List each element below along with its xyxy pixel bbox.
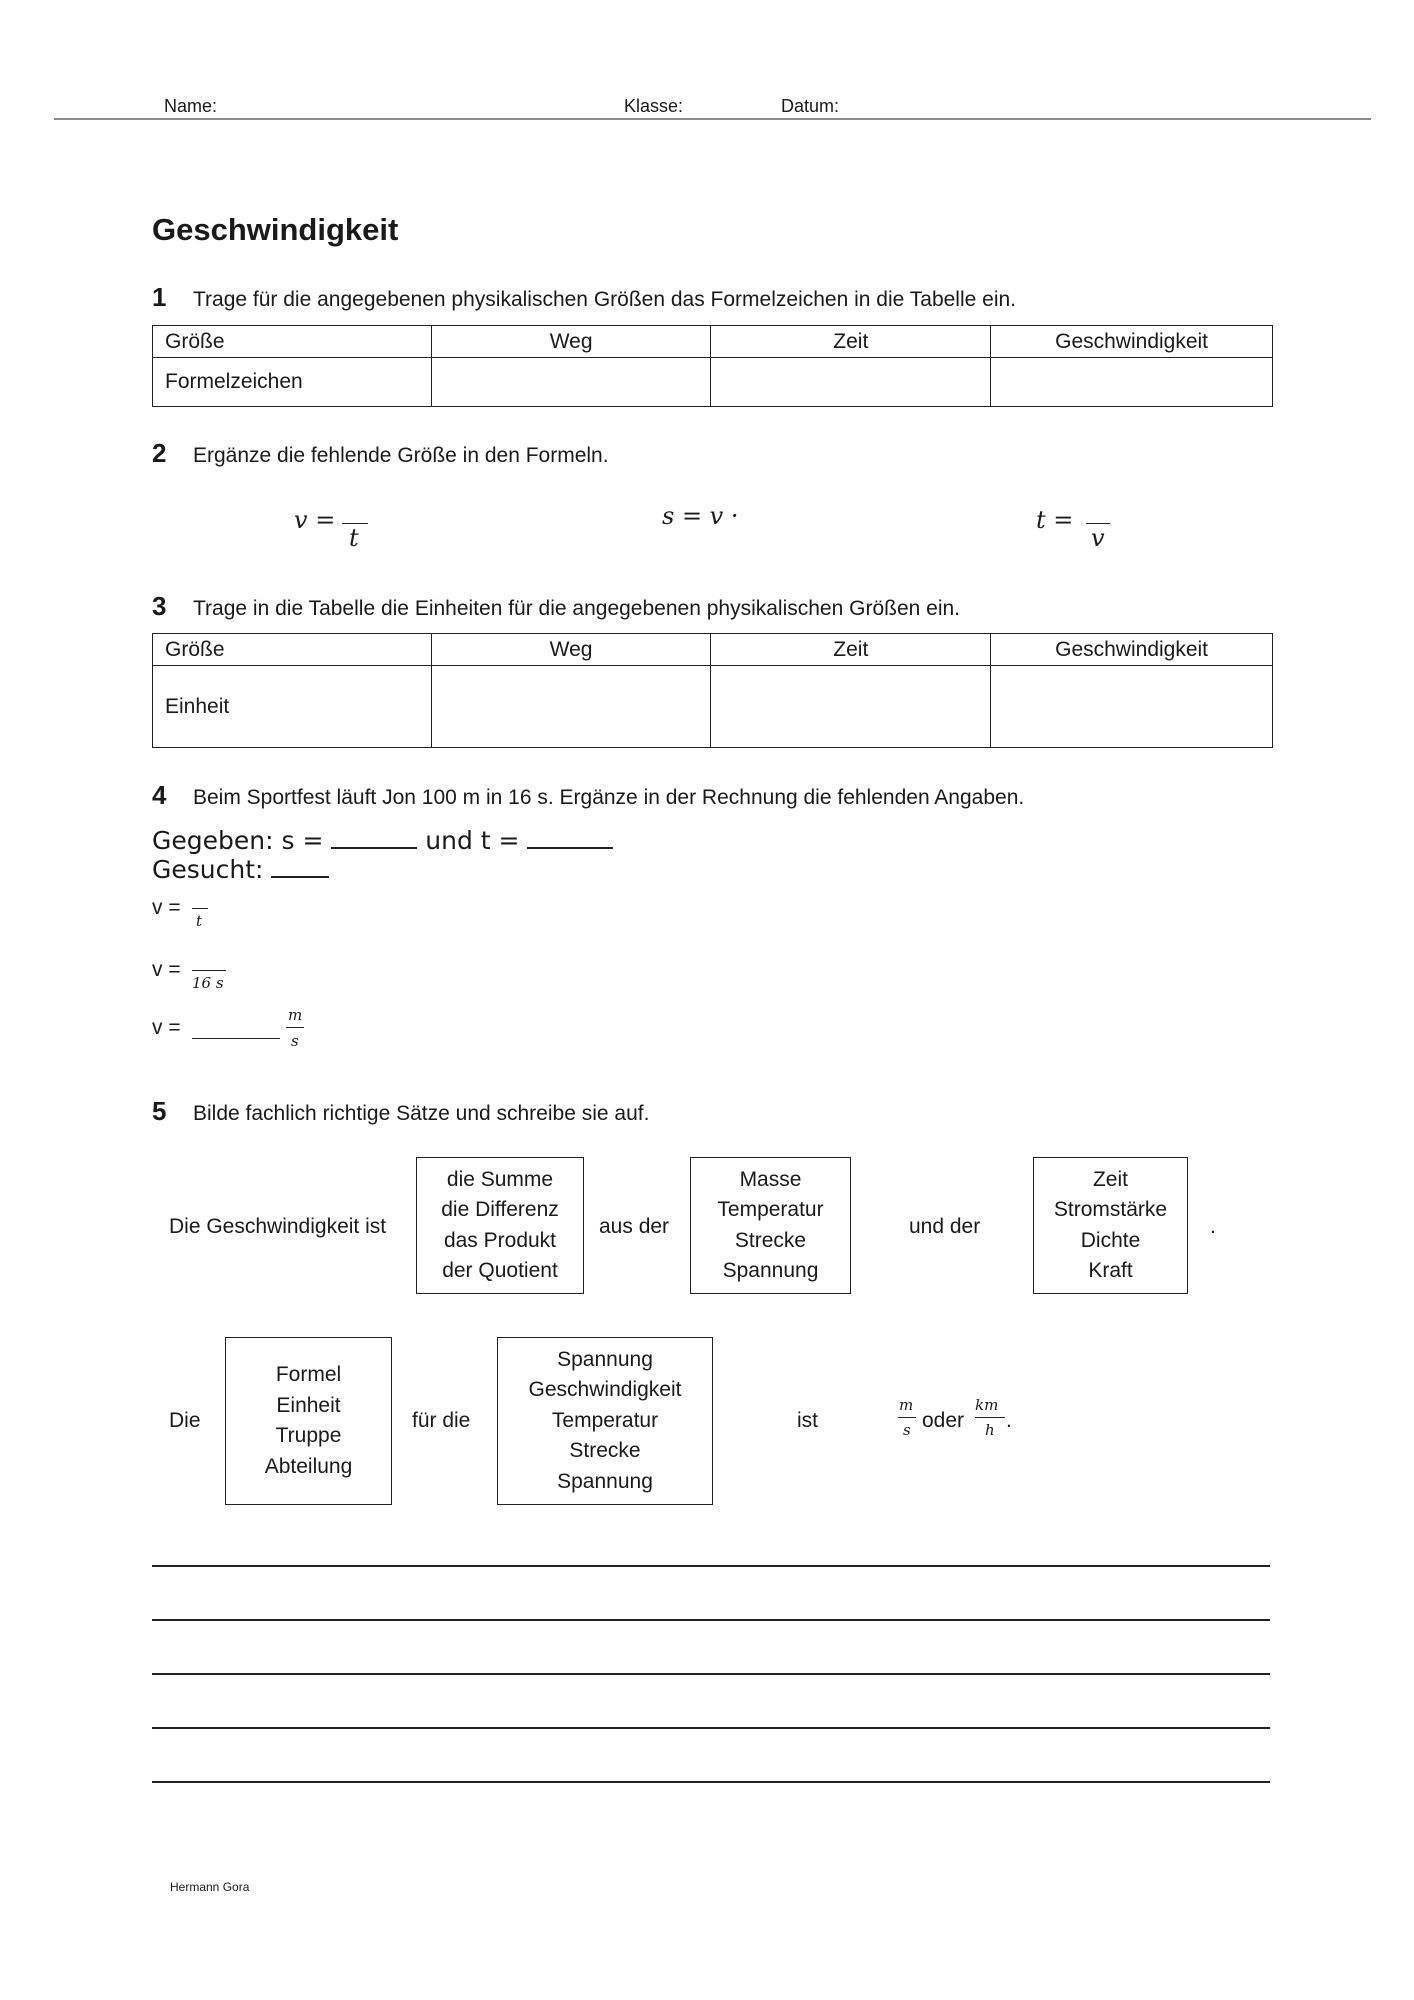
task-5-text: Bilde fachlich richtige Sätze und schreibe sie auf.	[193, 1102, 650, 1125]
task-1-number: 1	[152, 282, 167, 312]
task-2-instruction	[152, 438, 609, 469]
date-label: Datum:	[781, 96, 840, 116]
class-label: Klasse:	[624, 96, 684, 116]
sentence-2-connector-2: ist	[797, 1409, 818, 1432]
table-header-cell: Weg	[431, 634, 711, 666]
calc-line-3-unit-numerator: m	[288, 1006, 303, 1024]
sentence-1-end: .	[1210, 1215, 1216, 1238]
choice-option[interactable]: Temperatur	[551, 1408, 659, 1432]
choice-option[interactable]: Temperatur	[717, 1198, 824, 1221]
choice-option[interactable]: Einheit	[276, 1393, 341, 1417]
writing-line[interactable]	[152, 1673, 1270, 1675]
task-2-number: 2	[152, 438, 167, 468]
calc-line-3-unit-denominator: s	[291, 1032, 299, 1050]
answer-cell-zeit[interactable]	[711, 358, 991, 407]
choice-box-quantity[interactable]	[497, 1337, 713, 1505]
table-row-label: Einheit	[153, 666, 432, 748]
choice-option[interactable]: Strecke	[569, 1439, 641, 1463]
choice-option[interactable]: Zeit	[1092, 1167, 1128, 1191]
author-footer: Hermann Gora	[170, 1880, 250, 1894]
task-2-text: Ergänze die fehlende Größe in den Formeln.	[193, 444, 609, 467]
choice-option[interactable]: die Differenz	[441, 1198, 559, 1221]
answer-cell-geschwindigkeit[interactable]	[991, 666, 1273, 748]
table-header-cell: Zeit	[711, 326, 991, 358]
sentence-1-start: Die Geschwindigkeit ist	[169, 1215, 387, 1238]
choice-option[interactable]: Dichte	[1080, 1228, 1141, 1252]
sought-blank[interactable]	[271, 854, 329, 878]
calc-line-3-fraction-line	[286, 1027, 304, 1028]
task-4-instruction	[152, 780, 1024, 811]
task-1-text: Trage für die angegebenen physikalischen Größen das Formelzeichen in die Tabelle ein.	[193, 288, 1016, 311]
header-divider	[54, 118, 1371, 120]
choice-option[interactable]: Strecke	[734, 1228, 807, 1252]
sentence-2-connector-1: für die	[412, 1409, 471, 1432]
answer-cell-geschwindigkeit[interactable]	[991, 358, 1273, 407]
choice-option[interactable]: Kraft	[1088, 1259, 1133, 1282]
calc-line-2-denominator: 16 s	[192, 974, 224, 992]
calc-line-3-lhs: v =	[152, 1016, 181, 1039]
task-1-instruction	[152, 282, 1016, 313]
table-header-cell: Größe	[153, 326, 432, 358]
writing-line[interactable]	[152, 1781, 1270, 1783]
unit-end: .	[1006, 1409, 1012, 1432]
result-blank[interactable]	[192, 1018, 280, 1039]
formula-v-denominator: t	[349, 524, 359, 552]
unit-km-h-fraction-line	[975, 1417, 1005, 1418]
task-3-instruction	[152, 591, 960, 622]
choice-box-term[interactable]	[225, 1337, 392, 1505]
sought-line	[152, 854, 329, 884]
choice-box-quantity-1[interactable]	[690, 1157, 851, 1294]
table-row-label: Formelzeichen	[153, 358, 432, 407]
table-header-cell: Größe	[153, 634, 432, 666]
unit-m-numerator: m	[899, 1396, 914, 1414]
formula-t-lhs: t =	[1036, 506, 1074, 534]
page-title: Geschwindigkeit	[152, 212, 399, 247]
task-4-text: Beim Sportfest läuft Jon 100 m in 16 s. Ergänze in der Rechnung die fehlenden Angaben.	[193, 786, 1025, 809]
choice-option[interactable]: Masse	[739, 1167, 802, 1191]
table-header-cell: Zeit	[711, 634, 991, 666]
sentence-1-connector-1: aus der	[599, 1215, 670, 1238]
unit-km-numerator: km	[975, 1396, 999, 1414]
answer-cell-zeit[interactable]	[711, 666, 991, 748]
sought-label: Gesucht:	[152, 855, 264, 884]
formula-s: s = v ·	[662, 502, 739, 530]
sentence-1-connector-2: und der	[909, 1215, 981, 1238]
given-line	[152, 825, 613, 855]
choice-option[interactable]: Formel	[275, 1363, 342, 1386]
calc-line-1-denominator: t	[196, 912, 203, 930]
writing-line[interactable]	[152, 1619, 1270, 1621]
unit-s-denominator: s	[903, 1421, 911, 1439]
choice-option[interactable]: Spannung	[557, 1347, 653, 1371]
choice-option[interactable]: die Summe	[446, 1167, 554, 1191]
choice-option[interactable]: das Produkt	[443, 1228, 557, 1252]
task-1-table	[152, 325, 1273, 407]
calc-line-1-fraction-line	[192, 908, 208, 909]
choice-option[interactable]: Geschwindigkeit	[528, 1378, 682, 1402]
choice-box-operation[interactable]	[416, 1157, 584, 1294]
given-and-t: und t =	[425, 826, 520, 855]
unit-m-s-fraction-line	[898, 1417, 916, 1418]
calc-line-2-fraction-line	[192, 970, 226, 971]
answer-cell-weg[interactable]	[431, 358, 711, 407]
table-header-cell: Weg	[431, 326, 711, 358]
writing-line[interactable]	[152, 1565, 1270, 1567]
given-t-blank[interactable]	[527, 825, 613, 849]
calc-line-2-lhs: v =	[152, 958, 181, 981]
task-4-number: 4	[152, 780, 167, 810]
given-label: Gegeben: s =	[152, 826, 324, 855]
task-3-table	[152, 633, 1273, 748]
choice-option[interactable]: der Quotient	[442, 1259, 558, 1282]
choice-option[interactable]: Abteilung	[264, 1454, 353, 1478]
task-5-instruction	[152, 1096, 649, 1127]
writing-line[interactable]	[152, 1727, 1270, 1729]
formula-v-lhs: v =	[294, 506, 336, 534]
task-5-number: 5	[152, 1096, 167, 1126]
answer-cell-weg[interactable]	[431, 666, 711, 748]
task-3-number: 3	[152, 591, 167, 621]
choice-box-quantity-2[interactable]	[1033, 1157, 1188, 1294]
name-label: Name:	[164, 96, 218, 116]
choice-option[interactable]: Spannung	[722, 1259, 819, 1282]
formula-t-denominator: v	[1091, 524, 1105, 552]
given-s-blank[interactable]	[331, 825, 417, 849]
calc-line-1-lhs: v =	[152, 896, 181, 919]
unit-or: oder	[922, 1409, 965, 1432]
choice-option[interactable]: Stromstärke	[1053, 1198, 1168, 1221]
table-header-cell: Geschwindigkeit	[991, 326, 1273, 358]
choice-option[interactable]: Spannung	[557, 1469, 653, 1493]
unit-h-denominator: h	[985, 1421, 995, 1439]
sentence-2-start: Die	[169, 1409, 201, 1432]
table-header-cell: Geschwindigkeit	[991, 634, 1273, 666]
choice-option[interactable]: Truppe	[275, 1424, 342, 1447]
task-3-text: Trage in die Tabelle die Einheiten für die angegebenen physikalischen Größen ein.	[193, 597, 961, 620]
